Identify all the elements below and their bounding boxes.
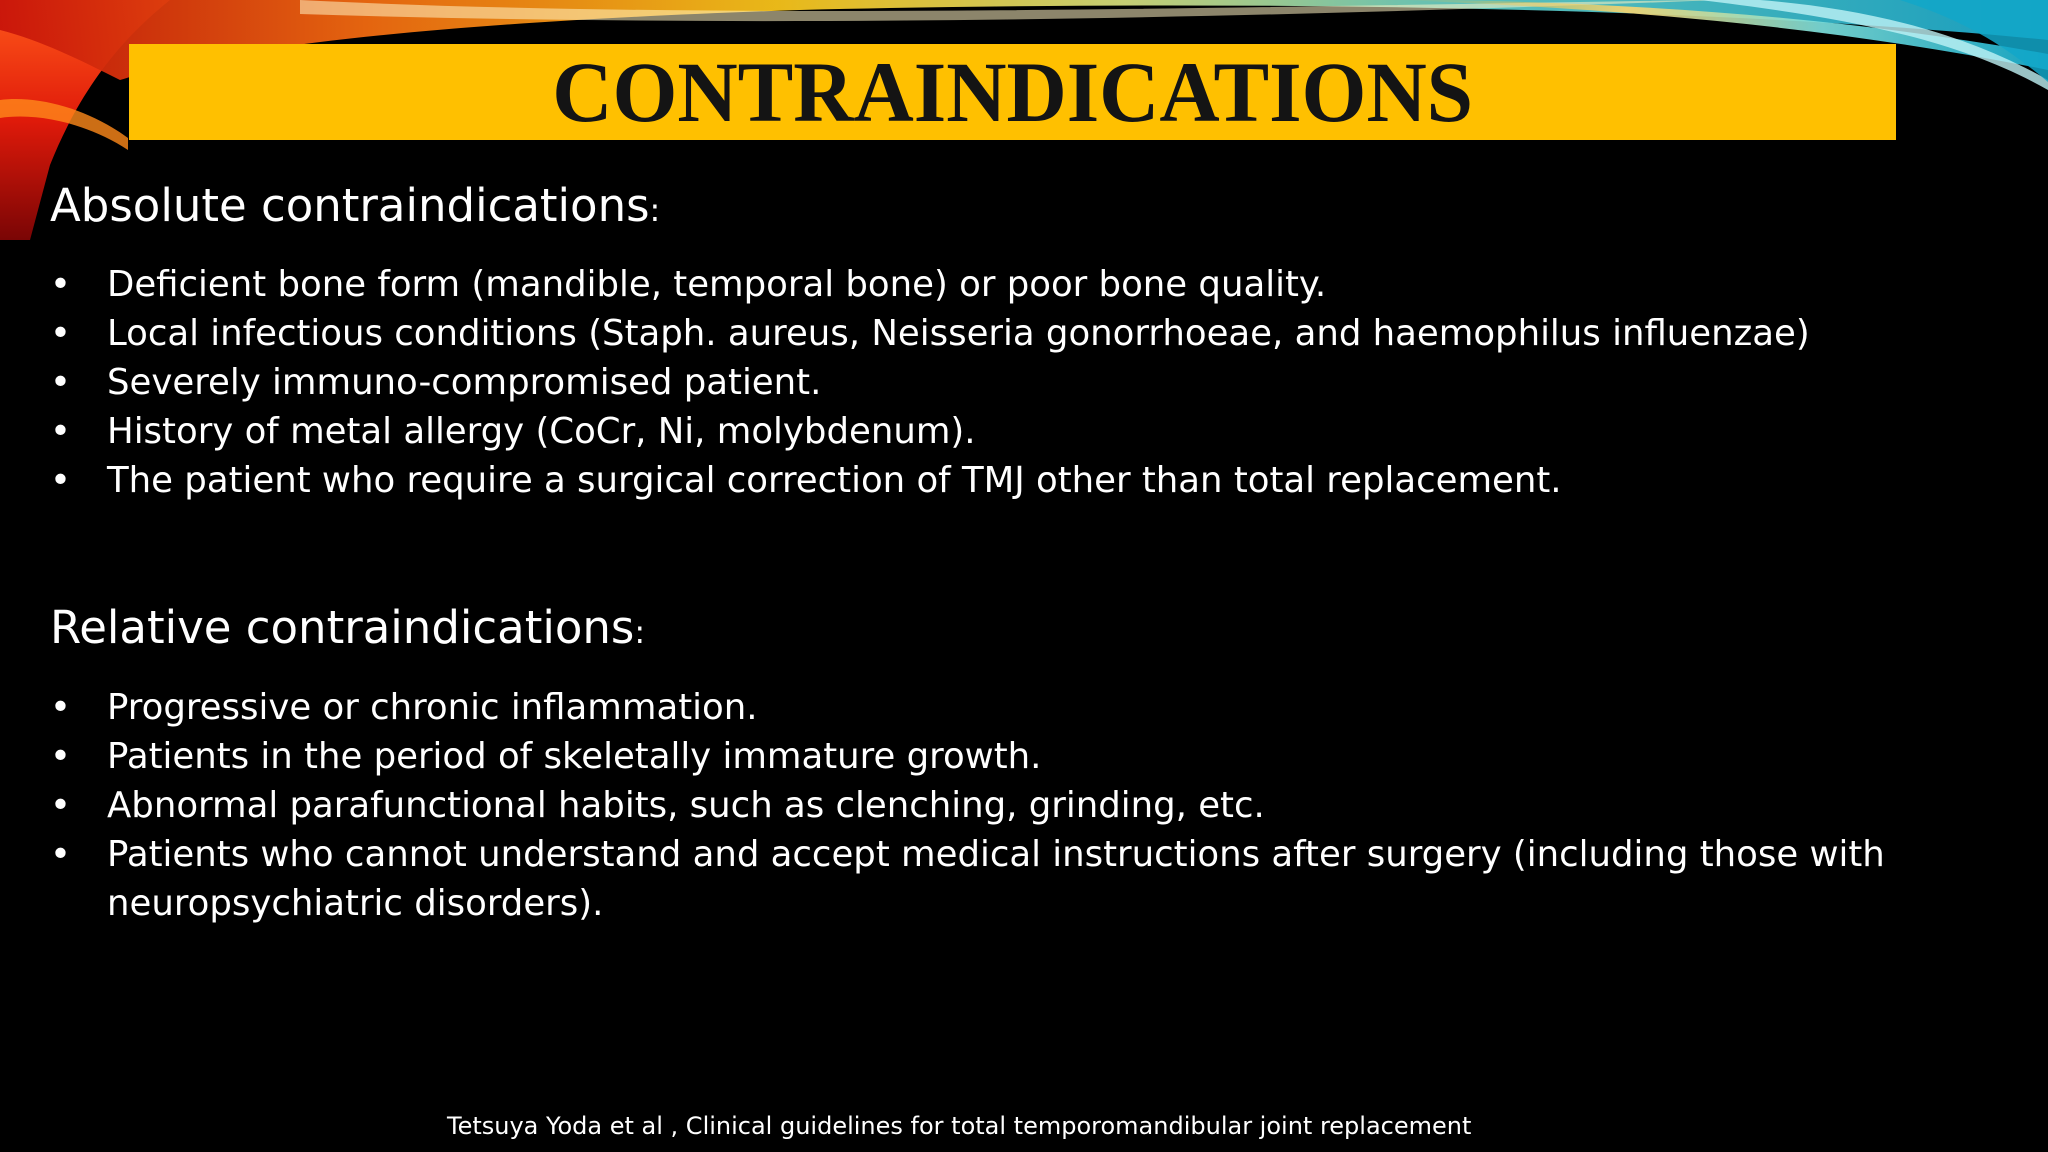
list-item-text: Abnormal parafunctional habits, such as clenching, grinding, etc. [107,785,1265,826]
bullet-icon: • [50,834,71,875]
absolute-contraindications-section [50,178,1950,505]
list-item [50,830,1977,928]
list-item [50,309,1950,358]
list-item-text: Patients in the period of skeletally immature growth. [107,736,1042,777]
citation-footer: Tetsuya Yoda et al , Clinical guidelines for total temporomandibular joint replacement [447,1112,1472,1140]
list-item [50,781,1950,830]
list-item [50,358,1950,407]
absolute-list [50,260,1950,505]
relative-heading [50,600,1950,660]
bullet-icon: • [50,264,71,305]
list-item [50,732,1950,781]
list-item-text: History of metal allergy (CoCr, Ni, molybdenum). [107,411,976,452]
list-item [50,683,1950,732]
bullet-icon: • [50,362,71,403]
list-item-text: Patients who cannot understand and accept medical instructions after surgery (including those with neuropsychiatric disorders). [107,834,1885,924]
absolute-heading-text: Absolute contraindications [50,179,650,232]
bullet-icon: • [50,687,71,728]
list-item-text: Local infectious conditions (Staph. aureus, Neisseria gonorrhoeae, and haemophilus influenzae) [107,313,1810,354]
relative-list [50,683,1950,928]
relative-heading-colon: : [634,613,646,651]
relative-contraindications-section [50,600,1950,928]
list-item [50,260,1950,309]
title-bar [129,44,1896,140]
bullet-icon: • [50,785,71,826]
list-item-text: The patient who require a surgical correction of TMJ other than total replacement. [107,460,1562,501]
absolute-heading [50,178,1950,238]
list-item-text: Severely immuno-compromised patient. [107,362,822,403]
slide-title: CONTRAINDICATIONS [552,44,1473,140]
list-item [50,407,1950,456]
bullet-icon: • [50,411,71,452]
list-item-text: Progressive or chronic inflammation. [107,687,758,728]
list-item-text: Deficient bone form (mandible, temporal bone) or poor bone quality. [107,264,1327,305]
bullet-icon: • [50,460,71,501]
relative-heading-text: Relative contraindications [50,601,635,654]
bullet-icon: • [50,313,71,354]
absolute-heading-colon: : [649,191,661,229]
bullet-icon: • [50,736,71,777]
list-item [50,456,1950,505]
